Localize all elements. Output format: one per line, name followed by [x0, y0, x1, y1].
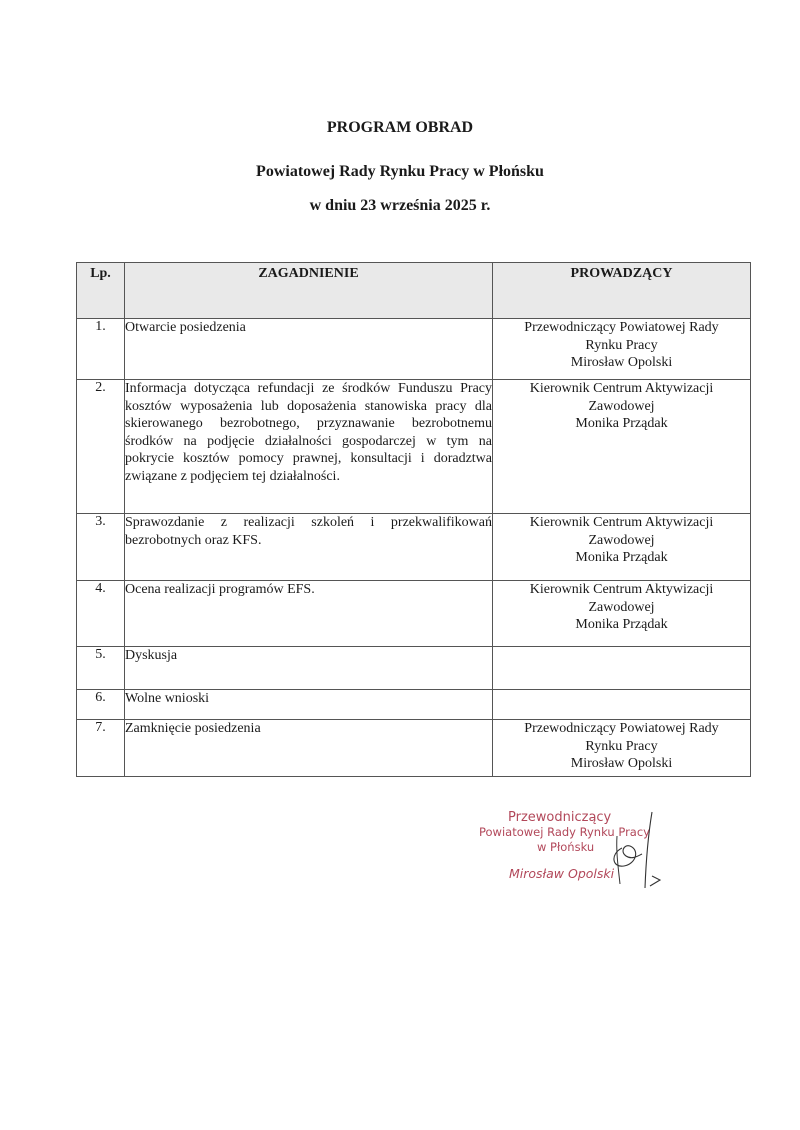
leader-role: Przewodniczący Powiatowej Rady	[524, 721, 719, 736]
row-topic: Informacja dotycząca refundacji ze środków Funduszu Pracy kosztów wyposażenia lub doposażenia stanowiska pracy dla skierowanego bezrobotnego, przyznawanie bezrobotnemu środków na podjęcie działalności gospodarczej w tym na pokrycie kosztów pomocy prawnej, konsultacji i doradztwa związane z podjęciem tej działalności.	[125, 380, 493, 514]
stamp-name: Mirosław Opolski	[509, 866, 615, 881]
table-row	[77, 647, 751, 690]
row-topic: Wolne wnioski	[125, 690, 493, 720]
row-number: 3.	[77, 514, 125, 581]
column-header-number: Lp.	[77, 263, 125, 319]
row-leader	[493, 581, 751, 647]
row-leader	[493, 514, 751, 581]
row-leader	[493, 380, 751, 514]
leader-role-cont: Zawodowej	[588, 398, 655, 414]
row-number: 2.	[77, 380, 125, 514]
stamp-city: w Płońsku	[537, 840, 595, 854]
row-leader	[493, 690, 751, 720]
row-number: 5.	[77, 647, 125, 690]
row-topic: Dyskusja	[125, 647, 493, 690]
row-leader	[493, 647, 751, 690]
leader-role-cont: Rynku Pracy	[585, 337, 658, 353]
column-header-topic: ZAGADNIENIE	[125, 263, 493, 319]
leader-name: Monika Prządak	[575, 416, 668, 431]
leader-name: Mirosław Opolski	[570, 756, 673, 771]
table-header-row	[77, 263, 751, 319]
table-row	[77, 514, 751, 581]
meeting-date: w dniu 23 września 2025 r.	[309, 197, 491, 214]
row-number: 4.	[77, 581, 125, 647]
leader-role-cont: Zawodowej	[588, 599, 655, 615]
leader-name: Monika Prządak	[575, 550, 668, 565]
document-subtitle: Powiatowej Rady Rynku Pracy w Płońsku	[256, 163, 544, 180]
row-topic: Sprawozdanie z realizacji szkoleń i przekwalifikowań bezrobotnych oraz KFS.	[125, 514, 493, 581]
leader-name: Monika Prządak	[575, 617, 668, 632]
stamp-title: Przewodniczący	[508, 810, 612, 825]
table-row	[77, 380, 751, 514]
table-row	[77, 720, 751, 777]
row-topic: Zamknięcie posiedzenia	[125, 720, 493, 777]
row-leader	[493, 720, 751, 777]
leader-role: Kierownik Centrum Aktywizacji	[529, 515, 714, 530]
leader-role: Kierownik Centrum Aktywizacji	[529, 582, 714, 597]
table-row	[77, 690, 751, 720]
row-topic: Ocena realizacji programów EFS.	[125, 581, 493, 647]
row-number: 6.	[77, 690, 125, 720]
document-title: PROGRAM OBRAD	[326, 119, 474, 136]
table-row	[77, 581, 751, 647]
table-row	[77, 319, 751, 380]
agenda-table	[76, 262, 751, 777]
leader-role-cont: Rynku Pracy	[585, 738, 658, 754]
leader-role: Kierownik Centrum Aktywizacji	[529, 381, 714, 396]
leader-role: Przewodniczący Powiatowej Rady	[524, 320, 719, 335]
row-topic: Otwarcie posiedzenia	[125, 319, 493, 380]
row-number: 1.	[77, 319, 125, 380]
row-number: 7.	[77, 720, 125, 777]
column-header-leader: PROWADZĄCY	[493, 263, 751, 319]
leader-name: Mirosław Opolski	[570, 355, 673, 370]
leader-role-cont: Zawodowej	[588, 532, 655, 548]
row-leader	[493, 319, 751, 380]
stamp-council: Powiatowej Rady Rynku Pracy	[479, 825, 650, 839]
handwritten-signature	[590, 806, 670, 896]
